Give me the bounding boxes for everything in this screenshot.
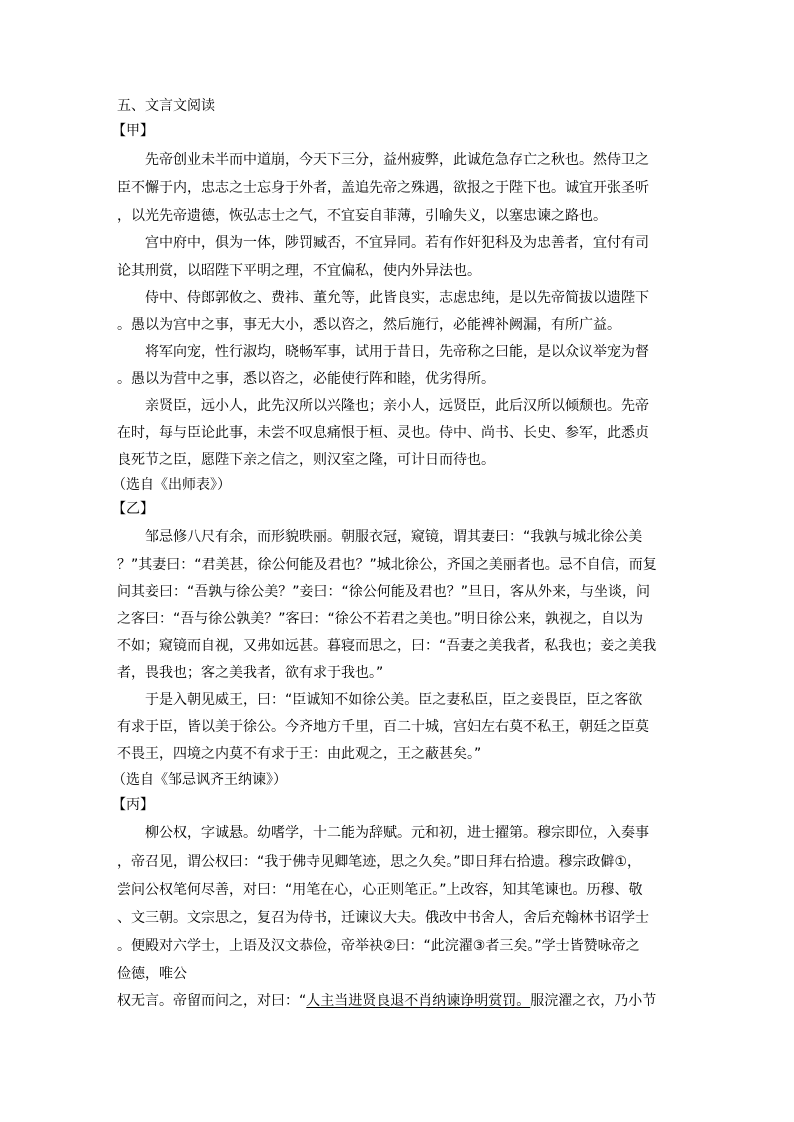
passage-jia-line: ，以光先帝遗德，恢弘志士之气，不宜妄自菲薄，引喻失义，以塞忠谏之路也。: [117, 208, 607, 224]
passage-bing-heading: 【丙】: [112, 797, 154, 813]
passage-bing-last-line: [117, 991, 656, 1011]
passage-jia-line: 在时，每与臣论此事，未尝不叹息痛恨于桓、灵也。侍中、尚书、长史、参军，此悉贞: [117, 425, 649, 441]
passage-bing-line: 俭德，唯公: [117, 966, 187, 982]
passage-yi-line: 不畏王，四境之内莫不有求于王：由此观之，王之蔽甚矣。”: [117, 746, 482, 762]
passage-jia-source: （选自《出师表》）: [112, 477, 231, 493]
passage-jia-line: 臣不懈于内，忠志之士忘身于外者，盖追先帝之殊遇，欲报之于陛下也。诚宜开张圣听: [117, 180, 649, 196]
last-line-suffix: 服浣濯之衣，乃小节: [530, 993, 657, 1009]
passage-jia-heading: 【甲】: [112, 123, 154, 139]
passage-yi-heading: 【乙】: [112, 501, 154, 517]
passage-yi-line: ？”其妻曰：“君美甚，徐公何能及君也？”城北徐公，齐国之美丽者也。忌不自信，而复: [117, 557, 657, 573]
passage-bing-line: ，帝召见，谓公权曰：“我于佛寺见卿笔迹，思之久矣。”即日拜右拾遗。穆宗政僻①，: [117, 854, 642, 870]
passage-yi-line: 邹忌修八尺有余，而形貌昳丽。朝服衣冠，窥镜，谓其妻曰：“我孰与城北徐公美: [145, 529, 643, 545]
passage-jia-line: 宫中府中，俱为一体，陟罚臧否，不宜异同。若有作奸犯科及为忠善者，宜付有司: [145, 235, 649, 251]
passage-jia-line: 。愚以为宫中之事，事无大小，悉以咨之，然后施行，必能裨补阙漏，有所广益。: [117, 317, 621, 333]
passage-yi-line: 于是入朝见威王，曰：“臣诚知不如徐公美。臣之妻私臣，臣之妾畏臣，臣之客欲: [145, 692, 643, 708]
passage-jia-line: 先帝创业未半而中道崩，今天下三分，益州疲弊，此诚危急存亡之秋也。然侍卫之: [145, 152, 649, 168]
passage-bing-line: 、文三朝。文宗思之，复召为侍书，迁谏议大夫。俄改中书舍人，舍后充翰林书诏学士: [117, 910, 649, 926]
passage-bing-line: 。便殿对六学士，上语及汉文恭俭，帝举袂②曰：“此浣濯③者三矣。”学士皆赞咏帝之: [117, 938, 640, 954]
passage-jia-line: 论其刑赏，以昭陛下平明之理，不宜偏私，使内外异法也。: [117, 263, 481, 279]
passage-yi-line: 不如；窥镜而自视，又弗如远甚。暮寝而思之，曰：“吾妻之美我者，私我也；妾之美我: [117, 638, 657, 654]
passage-yi-line: 有求于臣，皆以美于徐公。今齐地方千里，百二十城，宫妇左右莫不私王，朝廷之臣莫: [117, 719, 649, 735]
passage-jia-line: 亲贤臣，远小人，此先汉所以兴隆也；亲小人，远贤臣，此后汉所以倾颓也。先帝: [145, 398, 649, 414]
passage-yi-line: 问其妾曰：“吾孰与徐公美？”妾曰：“徐公何能及君也？”旦日，客从外来，与坐谈，问: [117, 584, 651, 600]
passage-bing-line: 柳公权，字诚悬。幼嗜学，十二能为辞赋。元和初，进士擢第。穆宗即位，入奏事: [145, 825, 649, 841]
passage-jia-line: 良死节之臣，愿陛下亲之信之，则汉室之隆，可计日而待也。: [117, 452, 495, 468]
last-line-prefix: 权无言。帝留而问之，对曰：“: [117, 993, 307, 1009]
passage-jia-line: 将军向宠，性行淑均，晓畅军事，试用于昔日，先帝称之曰能，是以众议举宠为督: [145, 344, 649, 360]
passage-jia-line: 。愚以为营中之事，悉以咨之，必能使行阵和睦，优劣得所。: [117, 371, 495, 387]
passage-yi-line: 者，畏我也；客之美我者，欲有求于我也。”: [117, 665, 384, 681]
section-title: 五、文言文阅读: [117, 98, 215, 114]
passage-yi-line: 之客曰：“吾与徐公孰美？”客曰：“徐公不若君之美也。”明日徐公来，孰视之，自以为: [117, 611, 644, 627]
underlined-sentence: 人主当进贤良退不肖纳谏诤明赏罚。: [306, 993, 531, 1009]
passage-yi-source: （选自《邹忌讽齐王纳谏》）: [112, 772, 287, 788]
passage-bing-line: 尝问公权笔何尽善，对曰：“用笔在心，心正则笔正。”上改容，知其笔谏也。历穆、敬: [117, 882, 643, 898]
passage-jia-line: 侍中、侍郎郭攸之、费祎、董允等，此皆良实，志虑忠纯，是以先帝简拔以遗陛下: [145, 290, 649, 306]
